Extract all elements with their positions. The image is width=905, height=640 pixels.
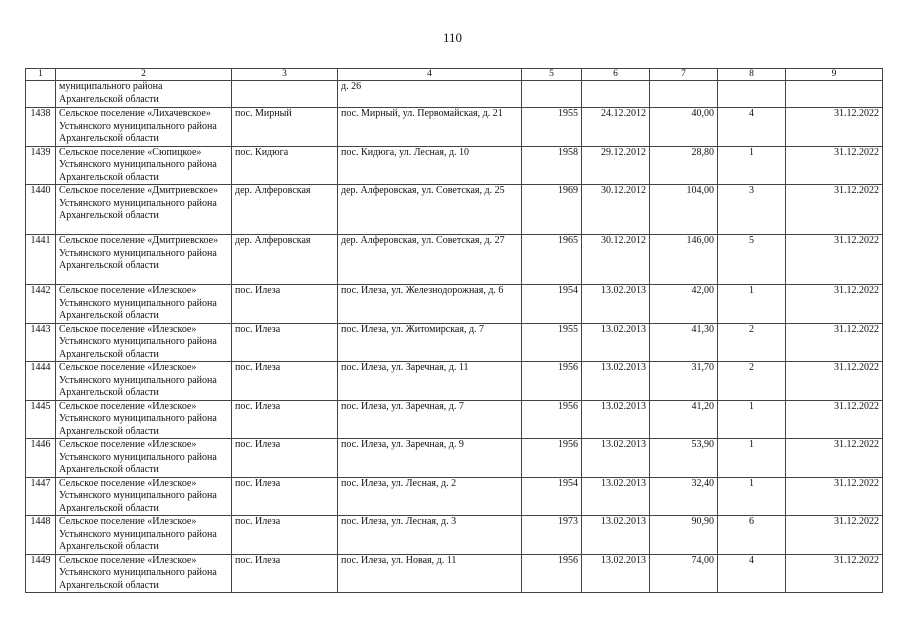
locality-name: пос. Илеза	[232, 362, 338, 401]
settlement-name: Сельское поселение «Илезское» Устьянского муниципального района Архангельской области	[56, 400, 232, 439]
page-number: 110	[442, 30, 463, 45]
row-number: 1439	[26, 146, 56, 185]
house-address: пос. Кидюга, ул. Лесная, д. 10	[338, 146, 522, 185]
row-number: 1447	[26, 477, 56, 516]
recognition-date: 13.02.2013	[582, 323, 650, 362]
recognition-date: 13.02.2013	[582, 285, 650, 324]
settlement-name: Сельское поселение «Илезское» Устьянского муниципального района Архангельской области	[56, 439, 232, 478]
resettlement-deadline: 31.12.2022	[786, 400, 883, 439]
resettlement-deadline: 31.12.2022	[786, 235, 883, 285]
recognition-date: 13.02.2013	[582, 362, 650, 401]
build-year: 1954	[522, 477, 582, 516]
resettlement-deadline: 31.12.2022	[786, 285, 883, 324]
locality-name: пос. Илеза	[232, 323, 338, 362]
house-area: 146,00	[650, 235, 718, 285]
house-area: 41,20	[650, 400, 718, 439]
row-number: 1446	[26, 439, 56, 478]
resettlement-deadline: 31.12.2022	[786, 108, 883, 147]
house-address: пос. Илеза, ул. Заречная, д. 7	[338, 400, 522, 439]
locality-name: пос. Кидюга	[232, 146, 338, 185]
table-row	[26, 235, 883, 285]
residents-count: 4	[718, 108, 786, 147]
column-header: 7	[650, 69, 718, 81]
house-area: 31,70	[650, 362, 718, 401]
residents-count: 1	[718, 146, 786, 185]
build-year: 1955	[522, 108, 582, 147]
house-area: 53,90	[650, 439, 718, 478]
locality-name: дер. Алферовская	[232, 185, 338, 235]
column-header: 9	[786, 69, 883, 81]
locality-name: пос. Илеза	[232, 439, 338, 478]
build-year: 1956	[522, 362, 582, 401]
row-number: 1438	[26, 108, 56, 147]
build-year: 1969	[522, 185, 582, 235]
house-area: 40,00	[650, 108, 718, 147]
house-address: дер. Алферовская, ул. Советская, д. 25	[338, 185, 522, 235]
table-body	[26, 81, 883, 593]
table-row	[26, 439, 883, 478]
table-row	[26, 285, 883, 324]
house-address: пос. Илеза, ул. Заречная, д. 11	[338, 362, 522, 401]
locality-name	[232, 81, 338, 108]
settlement-name: Сельское поселение «Илезское» Устьянского муниципального района Архангельской области	[56, 362, 232, 401]
row-number: 1442	[26, 285, 56, 324]
column-header: 5	[522, 69, 582, 81]
column-header: 1	[26, 69, 56, 81]
column-header: 6	[582, 69, 650, 81]
table-row	[26, 516, 883, 555]
table-row	[26, 477, 883, 516]
row-number: 1445	[26, 400, 56, 439]
resettlement-deadline: 31.12.2022	[786, 323, 883, 362]
house-area: 41,30	[650, 323, 718, 362]
recognition-date: 13.02.2013	[582, 400, 650, 439]
table-row	[26, 400, 883, 439]
house-address: пос. Илеза, ул. Железнодорожная, д. 6	[338, 285, 522, 324]
build-year: 1955	[522, 323, 582, 362]
residents-count: 2	[718, 323, 786, 362]
locality-name: пос. Илеза	[232, 400, 338, 439]
table-row	[26, 362, 883, 401]
table-row	[26, 146, 883, 185]
column-number-row	[26, 69, 883, 81]
table-row	[26, 108, 883, 147]
row-number: 1449	[26, 554, 56, 593]
locality-name: пос. Илеза	[232, 516, 338, 555]
build-year: 1954	[522, 285, 582, 324]
house-address: д. 26	[338, 81, 522, 108]
resettlement-deadline: 31.12.2022	[786, 477, 883, 516]
resettlement-deadline: 31.12.2022	[786, 146, 883, 185]
residents-count: 4	[718, 554, 786, 593]
resettlement-deadline: 31.12.2022	[786, 554, 883, 593]
settlement-name: Сельское поселение «Сюпицкое» Устьянского муниципального района Архангельской области	[56, 146, 232, 185]
table-row	[26, 323, 883, 362]
resettlement-deadline: 31.12.2022	[786, 362, 883, 401]
house-area: 74,00	[650, 554, 718, 593]
row-number: 1443	[26, 323, 56, 362]
settlement-name: Сельское поселение «Дмитриевское» Устьянского муниципального района Архангельской области	[56, 235, 232, 285]
recognition-date	[582, 81, 650, 108]
build-year: 1965	[522, 235, 582, 285]
housing-registry-table	[25, 68, 883, 593]
build-year: 1956	[522, 400, 582, 439]
residents-count: 1	[718, 400, 786, 439]
residents-count: 5	[718, 235, 786, 285]
settlement-name: Сельское поселение «Дмитриевское» Устьянского муниципального района Архангельской области	[56, 185, 232, 235]
row-number: 1440	[26, 185, 56, 235]
resettlement-deadline: 31.12.2022	[786, 439, 883, 478]
house-address: дер. Алферовская, ул. Советская, д. 27	[338, 235, 522, 285]
recognition-date: 13.02.2013	[582, 477, 650, 516]
column-header: 2	[56, 69, 232, 81]
residents-count: 1	[718, 439, 786, 478]
row-number: 1444	[26, 362, 56, 401]
house-address: пос. Илеза, ул. Житомирская, д. 7	[338, 323, 522, 362]
resettlement-deadline	[786, 81, 883, 108]
house-address: пос. Мирный, ул. Первомайская, д. 21	[338, 108, 522, 147]
house-area: 104,00	[650, 185, 718, 235]
build-year: 1958	[522, 146, 582, 185]
residents-count: 1	[718, 285, 786, 324]
settlement-name: Сельское поселение «Илезское» Устьянского муниципального района Архангельской области	[56, 516, 232, 555]
recognition-date: 13.02.2013	[582, 554, 650, 593]
column-header: 8	[718, 69, 786, 81]
column-header: 3	[232, 69, 338, 81]
resettlement-deadline: 31.12.2022	[786, 516, 883, 555]
table-row	[26, 554, 883, 593]
table-row	[26, 81, 883, 108]
locality-name: дер. Алферовская	[232, 235, 338, 285]
table-row	[26, 185, 883, 235]
residents-count	[718, 81, 786, 108]
column-header: 4	[338, 69, 522, 81]
locality-name: пос. Илеза	[232, 477, 338, 516]
house-address: пос. Илеза, ул. Новая, д. 11	[338, 554, 522, 593]
house-area: 28,80	[650, 146, 718, 185]
settlement-name: Сельское поселение «Илезское» Устьянского муниципального района Архангельской области	[56, 323, 232, 362]
residents-count: 1	[718, 477, 786, 516]
house-address: пос. Илеза, ул. Лесная, д. 3	[338, 516, 522, 555]
residents-count: 6	[718, 516, 786, 555]
house-area: 42,00	[650, 285, 718, 324]
house-area	[650, 81, 718, 108]
house-address: пос. Илеза, ул. Лесная, д. 2	[338, 477, 522, 516]
resettlement-deadline: 31.12.2022	[786, 185, 883, 235]
locality-name: пос. Мирный	[232, 108, 338, 147]
settlement-name: муниципального района Архангельской области	[56, 81, 232, 108]
recognition-date: 30.12.2012	[582, 185, 650, 235]
settlement-name: Сельское поселение «Илезское» Устьянского муниципального района Архангельской области	[56, 554, 232, 593]
settlement-name: Сельское поселение «Илезское» Устьянского муниципального района Архангельской области	[56, 477, 232, 516]
residents-count: 2	[718, 362, 786, 401]
house-address: пос. Илеза, ул. Заречная, д. 9	[338, 439, 522, 478]
locality-name: пос. Илеза	[232, 285, 338, 324]
build-year	[522, 81, 582, 108]
recognition-date: 24.12.2012	[582, 108, 650, 147]
settlement-name: Сельское поселение «Лихачевское» Устьянского муниципального района Архангельской области	[56, 108, 232, 147]
house-area: 32,40	[650, 477, 718, 516]
recognition-date: 30.12.2012	[582, 235, 650, 285]
row-number	[26, 81, 56, 108]
house-area: 90,90	[650, 516, 718, 555]
residents-count: 3	[718, 185, 786, 235]
build-year: 1973	[522, 516, 582, 555]
recognition-date: 13.02.2013	[582, 439, 650, 478]
locality-name: пос. Илеза	[232, 554, 338, 593]
build-year: 1956	[522, 439, 582, 478]
row-number: 1441	[26, 235, 56, 285]
row-number: 1448	[26, 516, 56, 555]
recognition-date: 29.12.2012	[582, 146, 650, 185]
build-year: 1956	[522, 554, 582, 593]
recognition-date: 13.02.2013	[582, 516, 650, 555]
settlement-name: Сельское поселение «Илезское» Устьянского муниципального района Архангельской области	[56, 285, 232, 324]
